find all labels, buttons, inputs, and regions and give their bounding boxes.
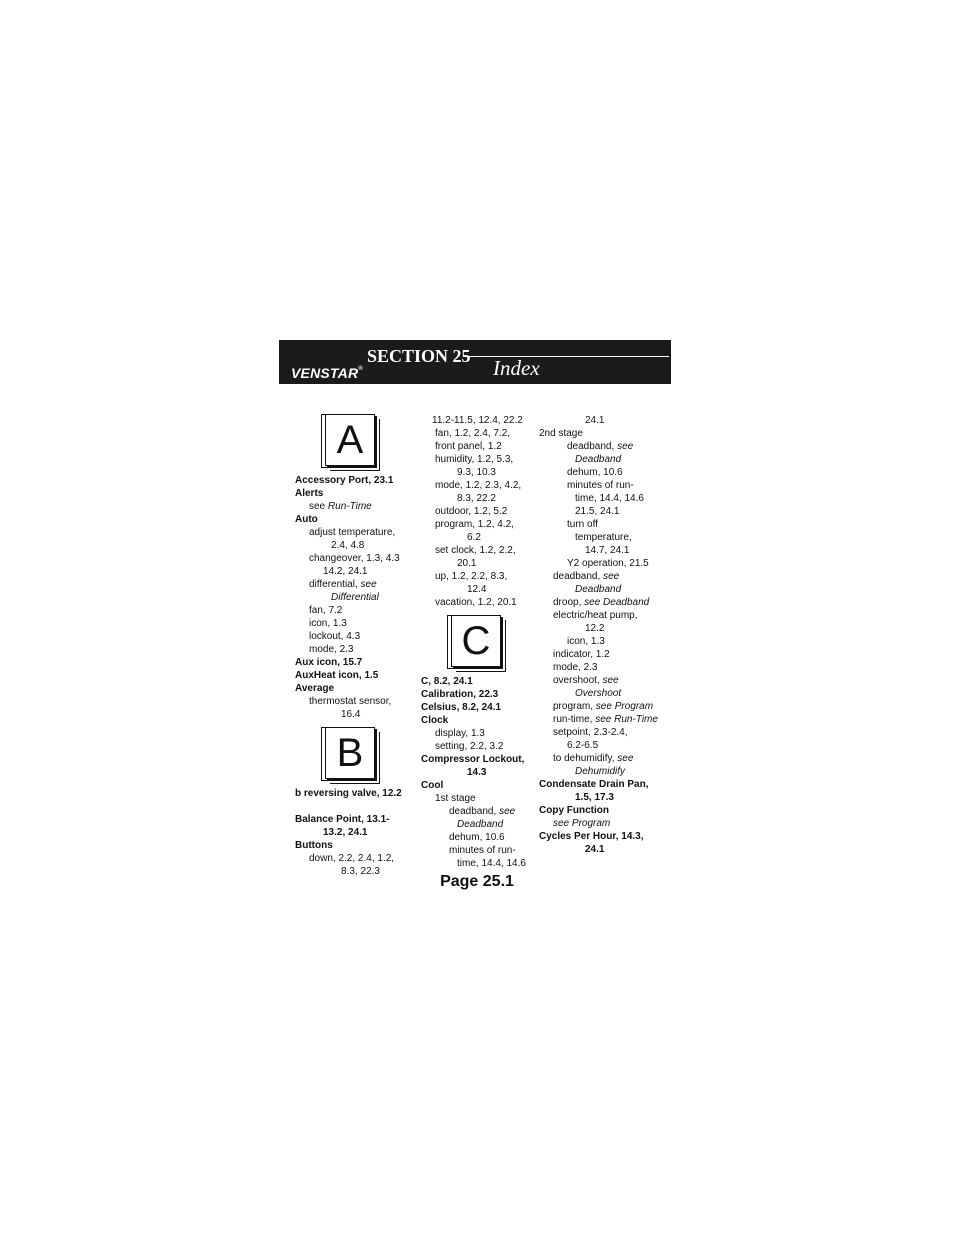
brand-logo bbox=[291, 365, 363, 381]
index-entry: front panel, 1.2 bbox=[435, 441, 502, 452]
index-entry: droop, see Deadband bbox=[553, 597, 650, 608]
index-entry: 14.7, 24.1 bbox=[585, 545, 630, 556]
index-entry: 8.3, 22.3 bbox=[341, 866, 380, 877]
index-entry: display, 1.3 bbox=[435, 728, 485, 739]
index-entry: Condensate Drain Pan, bbox=[539, 779, 649, 790]
index-entry: setting, 2.2, 3.2 bbox=[435, 741, 504, 752]
index-entry: Alerts bbox=[295, 488, 324, 499]
index-entry: setpoint, 2.3-2.4, bbox=[553, 727, 628, 738]
index-entry: dehum, 10.6 bbox=[567, 467, 623, 478]
index-entry: temperature, bbox=[575, 532, 632, 543]
index-entry: Average bbox=[295, 683, 335, 694]
index-entry: dehum, 10.6 bbox=[449, 832, 505, 843]
index-entry: Buttons bbox=[295, 840, 333, 851]
index-entry: 24.1 bbox=[585, 415, 605, 426]
index-entry: Y2 operation, 21.5 bbox=[567, 558, 649, 569]
index-entry: 9.3, 10.3 bbox=[457, 467, 496, 478]
section-title: SECTION 25 bbox=[367, 346, 471, 366]
index-entry: 6.2-6.5 bbox=[567, 740, 599, 751]
index-entry: outdoor, 1.2, 5.2 bbox=[435, 506, 508, 517]
index-entry: Deadband bbox=[457, 819, 504, 830]
index-entry: Overshoot bbox=[575, 688, 622, 699]
index-entry: turn off bbox=[567, 519, 598, 530]
index-entry: mode, 2.3 bbox=[553, 662, 598, 673]
index-entry: Balance Point, 13.1- bbox=[295, 814, 390, 825]
letter-a: A bbox=[325, 414, 375, 466]
index-entry: indicator, 1.2 bbox=[553, 649, 610, 660]
index-entry: mode, 2.3 bbox=[309, 644, 354, 655]
index-entry: overshoot, see bbox=[553, 675, 619, 686]
index-entry: fan, 7.2 bbox=[309, 605, 343, 616]
index-entry: 11.2-11.5, 12.4, 22.2 bbox=[432, 415, 523, 426]
index-entry: electric/heat pump, bbox=[553, 610, 638, 621]
section-header bbox=[279, 340, 671, 384]
index-entry: to dehumidify, see bbox=[553, 753, 634, 764]
index-entry: down, 2.2, 2.4, 1.2, bbox=[309, 853, 395, 864]
index-entry: 14.3 bbox=[467, 767, 487, 778]
index-entry: b reversing valve, 12.2 bbox=[295, 788, 402, 799]
letter-tab-a bbox=[321, 414, 379, 470]
index-entry: lockout, 4.3 bbox=[309, 631, 361, 642]
index-entry: 6.2 bbox=[467, 532, 481, 543]
index-entry: 12.2 bbox=[585, 623, 605, 634]
registered-mark: ® bbox=[358, 366, 363, 372]
letter-c: C bbox=[451, 615, 501, 667]
index-entry: 20.1 bbox=[457, 558, 477, 569]
index-entry: 24.1 bbox=[585, 844, 605, 855]
index-entry: see Run-Time bbox=[309, 501, 372, 512]
index-entry: icon, 1.3 bbox=[567, 636, 605, 647]
index-entry: deadband, see bbox=[449, 806, 516, 817]
index-entry: program, 1.2, 4.2, bbox=[435, 519, 514, 530]
index-entry: humidity, 1.2, 5.3, bbox=[435, 454, 514, 465]
index-entry: Compressor Lockout, bbox=[421, 754, 525, 765]
index-entry: vacation, 1.2, 20.1 bbox=[435, 597, 517, 608]
index-entry: mode, 1.2, 2.3, 4.2, bbox=[435, 480, 522, 491]
index-entry: Dehumidify bbox=[575, 766, 626, 777]
index-entry: 12.4 bbox=[467, 584, 487, 595]
index-entry: minutes of run- bbox=[449, 845, 516, 856]
index-entry: 21.5, 24.1 bbox=[575, 506, 620, 517]
letter-b: B bbox=[325, 727, 375, 779]
index-entry: Deadband bbox=[575, 454, 622, 465]
index-entry: Clock bbox=[421, 715, 449, 726]
index-entry: changeover, 1.3, 4.3 bbox=[309, 553, 400, 564]
index-entry: set clock, 1.2, 2.2, bbox=[435, 545, 516, 556]
index-entry: thermostat sensor, bbox=[309, 696, 392, 707]
index-entry: Deadband bbox=[575, 584, 622, 595]
brand-name: VENSTAR bbox=[291, 365, 359, 381]
page-number: Page 25.1 bbox=[440, 873, 514, 890]
index-entry: Cool bbox=[421, 780, 444, 791]
index-entry: program, see Program bbox=[553, 701, 654, 712]
index-entry: 2.4, 4.8 bbox=[331, 540, 365, 551]
index-entry: fan, 1.2, 2.4, 7.2, bbox=[435, 428, 511, 439]
index-column-1 bbox=[295, 414, 417, 878]
index-entry: Differential bbox=[331, 592, 379, 603]
index-entry: deadband, see bbox=[553, 571, 620, 582]
index-entry: time, 14.4, 14.6 bbox=[457, 858, 526, 869]
index-entry: time, 14.4, 14.6 bbox=[575, 493, 644, 504]
index-entry: up, 1.2, 2.2, 8.3, bbox=[435, 571, 508, 582]
index-entry: minutes of run- bbox=[567, 480, 634, 491]
index-entry: Accessory Port, 23.1 bbox=[295, 475, 394, 486]
index-column-3 bbox=[539, 414, 661, 856]
index-entry: AuxHeat icon, 1.5 bbox=[295, 670, 379, 681]
index-entry: 1.5, 17.3 bbox=[575, 792, 614, 803]
index-entry: Copy Function bbox=[539, 805, 609, 816]
index-entry: 14.2, 24.1 bbox=[323, 566, 368, 577]
index-column-2 bbox=[421, 414, 533, 870]
index-entry: see Program bbox=[553, 818, 611, 829]
index-entry: differential, see bbox=[309, 579, 377, 590]
index-entry: run-time, see Run-Time bbox=[553, 714, 658, 725]
index-entry: Celsius, 8.2, 24.1 bbox=[421, 702, 502, 713]
index-entry: Aux icon, 15.7 bbox=[295, 657, 363, 668]
index-entry: 2nd stage bbox=[539, 428, 583, 439]
index-entry: 8.3, 22.2 bbox=[457, 493, 496, 504]
index-entry: Calibration, 22.3 bbox=[421, 689, 499, 700]
index-entry: deadband, see bbox=[567, 441, 634, 452]
index-entry: 1st stage bbox=[435, 793, 476, 804]
index-entry: Cycles Per Hour, 14.3, bbox=[539, 831, 644, 842]
index-entry: Auto bbox=[295, 514, 318, 525]
index-entry: 13.2, 24.1 bbox=[323, 827, 368, 838]
index-entry: C, 8.2, 24.1 bbox=[421, 676, 473, 687]
index-entry: adjust temperature, bbox=[309, 527, 396, 538]
index-entry: 16.4 bbox=[341, 709, 361, 720]
letter-tab-b bbox=[321, 727, 379, 783]
index-entry: icon, 1.3 bbox=[309, 618, 347, 629]
index-title: Index bbox=[493, 356, 540, 380]
letter-tab-c bbox=[447, 615, 505, 671]
